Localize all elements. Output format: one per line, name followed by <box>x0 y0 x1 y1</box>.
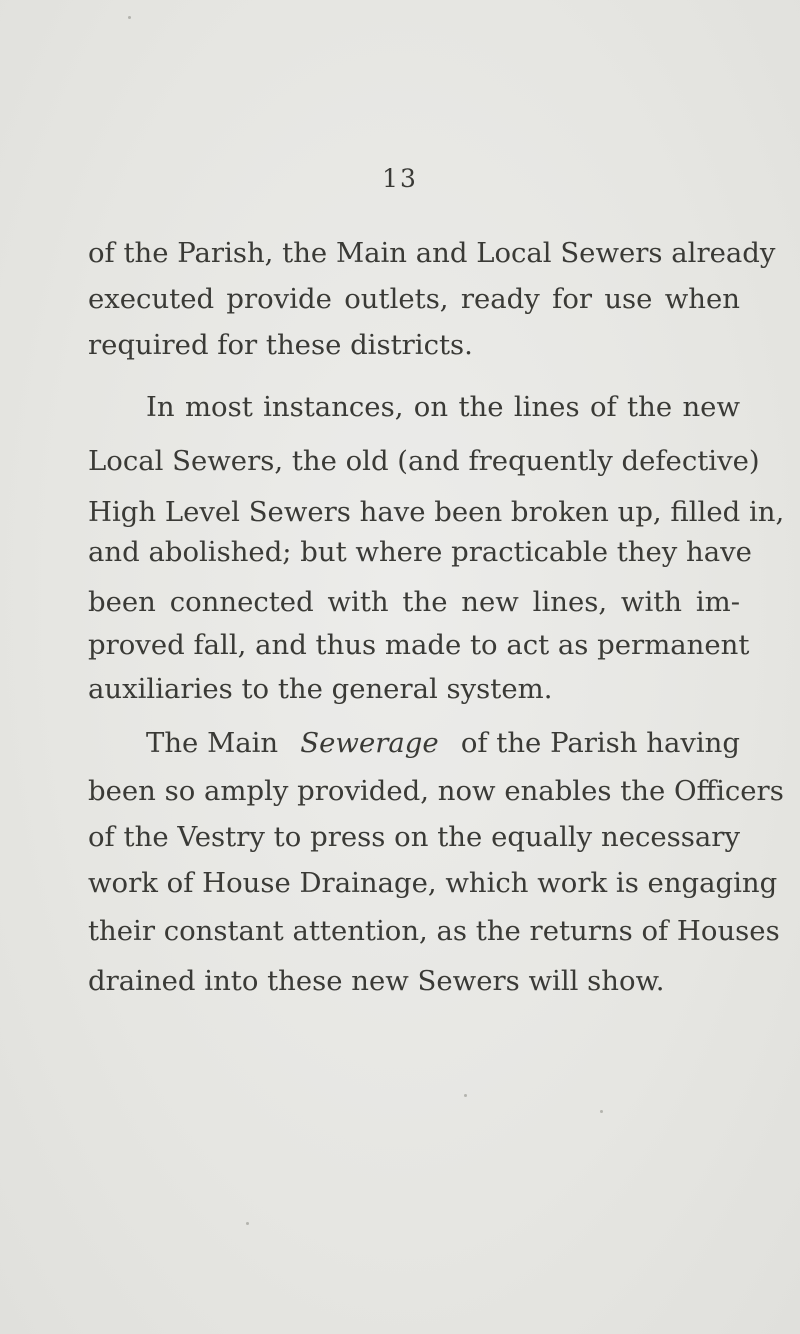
text-line: proved fall, and thus made to act as permanent <box>88 629 750 661</box>
text-fragment: The Main <box>146 727 279 759</box>
paper-speck <box>128 16 131 19</box>
text-line: of the Vestry to press on the equally necessary <box>88 821 740 853</box>
text-line: and abolished; but where practicable they have <box>88 536 752 568</box>
text-line: executed provide outlets, ready for use when <box>88 283 740 315</box>
text-line: work of House Drainage, which work is engaging <box>88 867 778 899</box>
paper-speck <box>600 1110 603 1113</box>
text-line: auxiliaries to the general system. <box>88 673 553 705</box>
page-number: 13 <box>382 164 418 193</box>
emphasis-word: Sewerage <box>300 727 439 759</box>
text-line: In most instances, on the lines of the new <box>146 391 740 423</box>
text-fragment: of the Parish having <box>460 727 740 759</box>
text-line: been so amply provided, now enables the Officers <box>88 775 784 807</box>
text-line: required for these districts. <box>88 329 473 361</box>
text-line: of the Parish, the Main and Local Sewers already <box>88 237 776 269</box>
text-line: been connected with the new lines, with im- <box>88 586 740 618</box>
text-line: their constant attention, as the returns of Houses <box>88 915 780 947</box>
paper-speck <box>464 1094 467 1097</box>
paper-speck <box>246 1222 249 1225</box>
text-line: High Level Sewers have been broken up, filled in, <box>88 496 785 528</box>
text-line: drained into these new Sewers will show. <box>88 965 665 997</box>
text-line <box>146 716 740 770</box>
text-line: Local Sewers, the old (and frequently defective) <box>88 445 760 477</box>
